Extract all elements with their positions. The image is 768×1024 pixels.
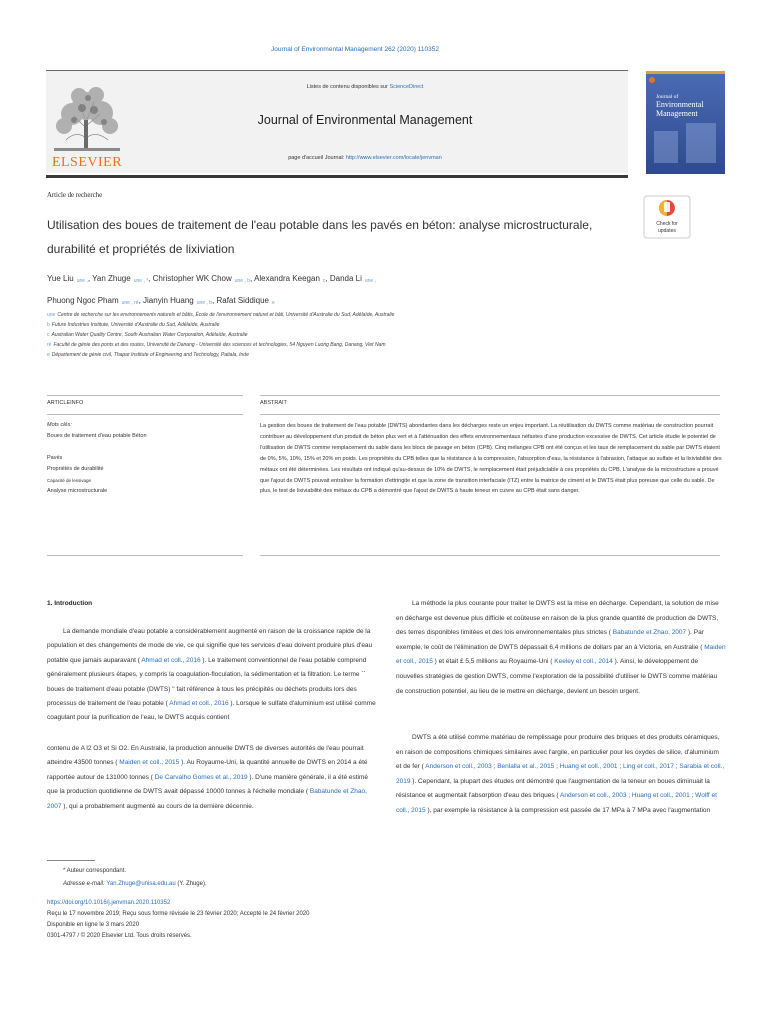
citation-link[interactable]: Huang et coll., 2001	[631, 792, 690, 800]
keyword: Pavés	[47, 455, 63, 461]
article-type: Article de recherche	[47, 192, 103, 199]
author-affiliation-marker[interactable]: e	[271, 300, 275, 306]
keywords-block	[47, 420, 247, 497]
cover-title-line2: Environmental	[656, 100, 704, 109]
author[interactable]	[254, 274, 325, 283]
affiliation-marker: c	[47, 332, 50, 338]
affiliation-text: Australian Water Quality Centre, South Australian Water Corporation, Adélaïde, Australie	[51, 332, 248, 338]
paragraph-text: La demande mondiale d'eau potable a considérablement augmenté en raison de la croissance rapide de la population et des changements de mode de vie, ce qui signifie que les services d'eau doivent produire plus d'eau potable que jamais auparavant (	[47, 628, 373, 664]
body-paragraph	[47, 742, 377, 814]
citation-link[interactable]: Maiden et coll., 2015	[396, 643, 726, 666]
check-updates-label1: Check for	[656, 221, 678, 227]
elsevier-wordmark: ELSEVIER	[51, 155, 123, 170]
publication-info	[47, 898, 447, 942]
journal-homepage	[150, 155, 580, 161]
keyword: Boues de traitement d'eau potable Béton	[47, 433, 147, 439]
paragraph-text: ). D'une manière générale, il a été estimé que la production quotidienne de DWTS avait dépassé 10000 tonnes à l'échelle mondiale (	[47, 773, 369, 796]
citation-link[interactable]: Ahmad et coll., 2016	[141, 656, 201, 664]
article-info-heading: ARTICLEINFO	[47, 400, 84, 406]
elsevier-logo	[46, 80, 128, 172]
citation-link[interactable]: Anderson et coll., 2003	[425, 763, 492, 771]
corresponding-author-note: * Auteur correspondant.	[63, 868, 127, 874]
masthead-rule-bottom	[46, 175, 628, 178]
affiliation-text: Future Industries Institute, Université d'Australie du Sud, Adélaïde, Australie	[51, 322, 220, 328]
affiliation	[47, 320, 667, 330]
paragraph-text: ) et était £ 5,5 millions au Royaume-Uni (	[432, 658, 555, 666]
email-label: Adresse e-mail:	[63, 880, 107, 887]
cover-title-line1: Journal of	[656, 94, 679, 100]
email-link[interactable]: Yan.Zhuge@unisa.edu.au	[106, 880, 176, 887]
affiliation-text: Département de génie civil, Thapar Institute of Engineering and Technology, Patiala, Inde	[51, 352, 249, 358]
affiliation-list	[47, 310, 667, 360]
paragraph-text: ). Au Royaume-Uni, la quantité annuelle de DWTS en 2014 a été rapportée autour de 131000 tonnes (	[47, 759, 368, 781]
cover-title-line3: Management	[656, 109, 698, 118]
abstract-text: La gestion des boues de traitement de l'eau potable (DWTS) abondantes dans les décharges reste un enjeu important. La réutilisation du DWTS comme matériau de construction pourrait contribuer au développement d'un produit de béton plus vert et à l'atténuation des effets environnementaux néfastes d'une production excessive de DWTS. Cet article étudie le potentiel de l'utilisation de DWTS comme remplacement du sable dans les blocs de pavage en béton (CPB). Cinq mélanges CPB ont été conçus et les taux de remplacement du sable par DWTS étaient de 0%, 5%, 10%, 15% et 20% en poids. Les propriétés du CPB telles que la résistance à la compression, l'absorption d'eau, la résistance à l'abrasion, l'attaque au sulfate et la lixiviabilité des métaux ont été déterminées. Les résultats ont indiqué qu'au-dessus de 10% de DWTS, le remplacement était préjudiciable à ces propriétés du CPB. L'analyse de la microstructure a prouvé que l'ajout de DWTS pouvait entraîner la formation d'ettringite et que la zone de transition interfaciale (ITZ) entre la matrice de ciment et le DWTS était plus poreuse que celle du sable. De plus, le test de lixiviabilité des métaux du CPB a démontré que l'ajout de DWTS à haute teneur en cuivre au CPB était sans danger.	[260, 423, 722, 495]
paragraph-text: ;	[673, 763, 680, 771]
citation-link[interactable]: Keeley et coll., 2014	[554, 658, 613, 666]
check-for-updates-button[interactable]	[643, 195, 691, 239]
sciencedirect-link[interactable]: ScienceDirect	[389, 84, 424, 90]
online-date: Disponible en ligne le 3 mars 2020	[47, 922, 140, 928]
affiliation	[47, 310, 667, 320]
affiliation-marker: ré	[47, 342, 52, 348]
author[interactable]	[47, 274, 88, 283]
author-list: Yue Liu $_{une ,}$, Yan Zhuge $_{une , *}$, Christopher WK Chow $_{une , b}$, Alexandra Keegan $_c$, Danda Li $_{une ,}$ Phuong Ngoc Pham $_{une , ré}$, Jianyin Huang $_{une , b}$, Rafat Siddique $_e$	[47, 274, 376, 306]
citation-link[interactable]: Maiden et coll., 2015	[119, 759, 180, 767]
homepage-prefix: page d'accueil Journal:	[288, 155, 346, 161]
paragraph-text: ). Le traitement conventionnel de l'eau potable comprend généralement plusieurs étapes, y compris la coagulation-floculation, la sédimentation et la filtration. Le terme `` boues de traitement d'eau potable (DWTS) '' fait référence à tous les précipités ou déchets produits lors des processus de traitement de l'eau potable (	[47, 656, 367, 708]
abstract-top-rule	[260, 395, 720, 396]
received-dates: Reçu le 17 novembre 2019; Reçu sous forme révisée le 23 février 2020; Accepté le 24 février 2020	[47, 911, 310, 917]
body-paragraph	[396, 731, 726, 819]
journal-reference[interactable]: Journal of Environmental Management 262 (2020) 110352	[271, 46, 439, 53]
section-heading-introduction: 1. Introduction	[47, 600, 93, 607]
author-name[interactable]: Yue Liu	[47, 274, 74, 283]
author-affiliation-marker[interactable]: une , *	[133, 278, 149, 284]
affiliation-marker: une	[47, 312, 56, 318]
email-suffix: (Y. Zhuge).	[175, 880, 207, 887]
paragraph-text: ). Cependant, la plupart des études ont démontré que l'augmentation de la teneur en boues diminuait la résistance et augmentait l'absorption d'eau des briques (	[396, 777, 710, 800]
citation-link[interactable]: Benlalla et al., 2015	[497, 763, 555, 771]
author[interactable]	[92, 274, 148, 283]
author[interactable]	[143, 296, 212, 305]
citation-link[interactable]: Sarabia et coll., 2019	[396, 763, 725, 785]
contents-prefix: Listes de contenu disponibles sur	[306, 84, 390, 90]
doi-link[interactable]: https://doi.org/10.1016/j.jenvman.2020.110352	[47, 900, 171, 906]
author-name[interactable]: Jianyin Huang	[143, 296, 194, 305]
paragraph-text: ;	[689, 792, 696, 800]
body-paragraph	[396, 597, 726, 699]
info-top-rule	[47, 395, 243, 396]
citation-link[interactable]: Babatunde et Zhao, 2007	[47, 788, 367, 810]
author-affiliation-marker[interactable]: une ,	[364, 278, 376, 284]
author-name[interactable]: Yan Zhuge	[92, 274, 131, 283]
journal-title: Journal of Environmental Management	[257, 113, 473, 127]
citation-link[interactable]: Ahmad et coll., 2016	[169, 700, 229, 708]
affiliation	[47, 340, 667, 350]
abstract-header-rule	[260, 414, 720, 415]
paragraph-text: ). Par exemple, le coût de l'élimination de DWTS dépassait 6,4 millions de dollars par an à Victoria, en Australie (	[396, 629, 705, 651]
affiliation-text: Faculté de génie des ponts et des routes, Université de Danang - Université des sciences et technologies, 54 Nguyen Luong Bang, Danang, Viet Nam	[53, 342, 386, 348]
email-note	[47, 878, 447, 891]
paragraph-text: ;	[554, 763, 560, 771]
citation-link[interactable]: Anderson et coll., 2003	[560, 792, 627, 800]
footnotes	[47, 865, 447, 890]
keyword: Capacité de lessivage	[47, 478, 92, 483]
check-updates-label2: updates	[658, 228, 676, 234]
author-name[interactable]: Christopher WK Chow	[152, 274, 232, 283]
paragraph-text: contenu de A l2 O3 et Si O2. En Australie, la production annuelle DWTS de diverses autorités de l'eau pourrait atteindre 43500 tonnes (	[47, 745, 364, 767]
citation-link[interactable]: De Carvalho Gomes et al., 2019	[154, 773, 248, 781]
author[interactable]	[153, 274, 250, 283]
body-paragraph	[47, 625, 377, 726]
author[interactable]	[330, 274, 376, 283]
author-affiliation-marker[interactable]: c	[322, 278, 326, 284]
copyright: 0301-4797 / © 2020 Elsevier Ltd. Tous droits réservés.	[47, 933, 192, 939]
keywords-label: Mots clés:	[47, 422, 72, 428]
citation-link[interactable]: Babatunde et Zhao, 2007	[612, 629, 687, 637]
contents-availability	[150, 84, 580, 90]
citation-link[interactable]: Huang et coll., 2001	[559, 763, 618, 771]
abstract-bottom-rule	[260, 555, 720, 556]
paragraph-text: La méthode la plus courante pour traiter le DWTS est la mise en décharge. Cependant, la solution de mise en décharge est devenue plus difficile et coûteuse en raison de la plus grande quantité de production de DWTS, des terres disponibles limitées et des lois environnementales plus strictes (	[396, 600, 719, 637]
author[interactable]	[216, 296, 274, 305]
author-name[interactable]: Alexandra Keegan	[254, 274, 320, 283]
author-affiliation-marker[interactable]: une , ré	[121, 300, 139, 306]
article-title: Utilisation des boues de traitement de l'eau potable dans les pavés en béton: analyse microstructurale, durabilité et propriétés de lixiviation	[47, 218, 593, 256]
info-header-rule	[47, 414, 243, 415]
keyword: Propriétés de durabilité	[47, 466, 104, 472]
author-affiliation-marker[interactable]: une , b	[234, 278, 251, 284]
paragraph-text: ). Ainsi, le développement de nouvelles stratégies de gestion DWTS, comme l'exploration de la possibilité d'utiliser le DWTS comme matériau de construction potentiel, au lieu de le mettre en décharge, devient un besoin urgent.	[396, 658, 718, 695]
paragraph-text: ;	[626, 792, 632, 800]
keyword: Analyse microstructurale	[47, 488, 108, 494]
info-bottom-rule	[47, 555, 243, 556]
author-name[interactable]: Phuong Ngoc Pham	[47, 296, 119, 305]
citation-link[interactable]: Ling et coll., 2017	[622, 763, 674, 771]
footnote-rule	[47, 860, 95, 861]
paragraph-text: ;	[491, 763, 498, 771]
author-name[interactable]: Rafat Siddique	[216, 296, 269, 305]
affiliation-marker: e	[47, 352, 50, 358]
citation-link[interactable]: Wolff et coll., 2015	[396, 792, 717, 814]
paragraph-text: ), par exemple la résistance à la compression est passée de 17 MPa à 7 MPa avec l'augmentation	[425, 806, 711, 814]
abstract-heading: ABSTRAIT	[260, 400, 287, 406]
journal-cover	[646, 71, 725, 174]
affiliation-marker: b	[47, 322, 50, 328]
paragraph-text: DWTS a été utilisé comme matériau de remplissage pour produire des briques et des produits céramiques, en raison de compositions chimiques similaires avec l'argile, en particulier pour les oxydes de silice, d'aluminium et de fer (	[396, 734, 720, 771]
author-name[interactable]: Danda Li	[329, 274, 362, 283]
check-updates-icon	[659, 200, 675, 216]
affiliation-text: Centre de recherche sur les environnements naturels et bâtis, École de l'environnement naturel et bâti, Université d'Australie du Sud, Adélaïde, Australie	[57, 312, 395, 318]
affiliation	[47, 330, 667, 340]
author[interactable]	[47, 296, 139, 305]
author-affiliation-marker[interactable]: une ,	[76, 278, 88, 284]
author-affiliation-marker[interactable]: une , b	[196, 300, 213, 306]
paragraph-text: ). Lorsque le sulfate d'aluminium est utilisé comme coagulant pour la purification de l'eau, le DWTS acquis contient	[47, 700, 376, 722]
affiliation	[47, 350, 667, 360]
paragraph-text: ;	[617, 763, 623, 771]
homepage-link[interactable]: http://www.elsevier.com/locate/jenvman	[345, 155, 442, 161]
paragraph-text: ), qui a probablement augmenté au cours de la dernière décennie.	[61, 802, 254, 810]
